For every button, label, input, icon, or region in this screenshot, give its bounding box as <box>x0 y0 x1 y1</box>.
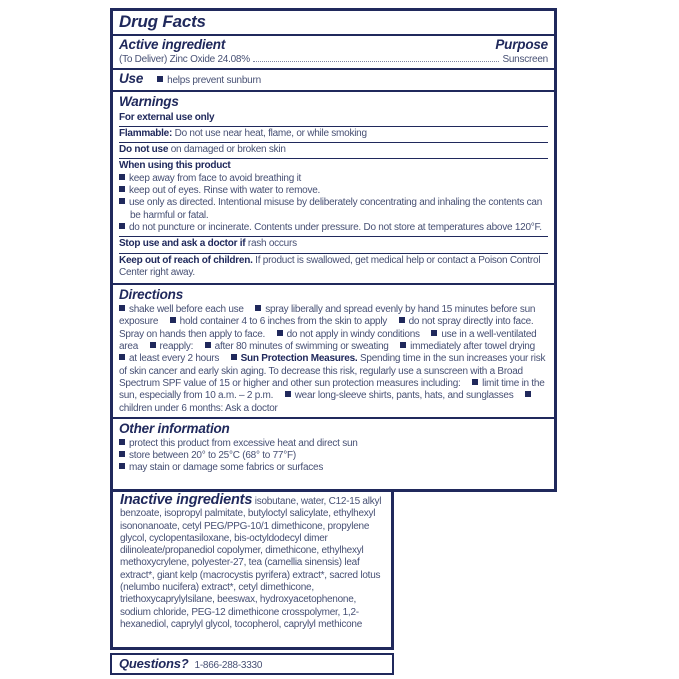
sun-protection-bold: Sun Protection Measures. <box>240 353 358 365</box>
flammable-text: Do not use near heat, flame, or while smoking <box>174 127 367 139</box>
other-information-item-text: protect this product from excessive heat and direct sun <box>129 437 358 449</box>
direction-item-text: children under 6 months: Ask a doctor <box>119 402 278 414</box>
direction-item <box>119 304 244 315</box>
bullet-icon <box>231 354 237 360</box>
bullet-icon <box>119 451 125 457</box>
direction-item-text: do not spray directly into face. Spray on hands then apply to face. <box>119 316 534 340</box>
other-information-heading-row <box>119 420 548 438</box>
inactive-ingredients-block <box>113 492 391 633</box>
do-not-use-bold: Do not use <box>119 144 169 156</box>
other-information-item <box>119 462 548 474</box>
direction-item <box>277 329 420 340</box>
other-information-heading: Other information <box>119 420 230 436</box>
inactive-ingredients-heading: Inactive ingredients <box>120 492 253 508</box>
bullet-icon <box>119 439 125 445</box>
bullet-icon <box>277 330 283 336</box>
warning-stop-use <box>119 236 548 252</box>
when-using-item <box>119 222 548 234</box>
when-using-item <box>119 197 548 222</box>
external-use-text: For external use only <box>119 111 215 123</box>
flammable-bold: Flammable: <box>119 127 173 139</box>
questions-heading: Questions? <box>119 656 189 671</box>
direction-item-text: spray liberally and spread evenly by hand 15 minutes before sun exposure <box>119 304 536 328</box>
bullet-icon <box>119 174 125 180</box>
direction-item <box>150 341 194 352</box>
direction-item-text: reapply: <box>159 341 194 353</box>
direction-item <box>400 341 535 352</box>
use-item-text: helps prevent sunburn <box>167 75 261 87</box>
questions-phone: 1-866-288-3330 <box>194 660 263 671</box>
when-using-item-text: do not puncture or incinerate. Contents under pressure. Do not store at temperatures above 120°F. <box>129 221 542 233</box>
bullet-icon <box>205 342 211 348</box>
bullet-icon <box>119 463 125 469</box>
inactive-ingredients-text: isobutane, water, C12-15 alkyl benzoate, isopropyl palmitate, butyloctyl salicylate, ethylhexyl isononanoate, cetyl PEG/PPG-10/1 dimethicone, propylene glycol, cyclopentasiloxane, bis-octyldodecyl dimer dilinoleate/propanediol copolymer, dimethicone, ethylhexyl methoxycrylene, polyester-27, tea (camellia sinensis) leaf extract*, giant kelp (macrocystis pyrifera) extract*, sacred lotus (nelumbo nucifera) extract*, cetyl dimethicone, triethoxycaprylylsilane, beeswax, hydroxyacetophenone, sodium chloride, PEG-12 dimethicone crosspolymer, 1,2-hexanediol, caprylyl glycol, tocopherol, caprylyl methicone <box>120 496 382 630</box>
other-information-item <box>119 450 548 462</box>
bullet-icon <box>119 305 125 311</box>
keep-out-text: If product is swallowed, get medical help or contact a Poison Control Center right away. <box>119 254 541 278</box>
other-information-item <box>119 438 548 450</box>
when-using-heading: When using this product <box>119 160 231 172</box>
direction-item-text: at least every 2 hours <box>129 353 220 365</box>
purpose-heading: Purpose <box>495 37 548 52</box>
bullet-icon <box>472 379 478 385</box>
direction-item <box>170 316 387 327</box>
when-using-item <box>119 185 548 197</box>
direction-item <box>285 390 514 401</box>
direction-item <box>119 353 219 364</box>
section-other-information <box>113 417 554 477</box>
use-heading: Use <box>119 71 144 87</box>
bullet-icon <box>525 391 531 397</box>
drug-facts-title-row <box>113 11 554 34</box>
active-ingredient-value-row <box>119 52 548 66</box>
direction-item-text: immediately after towel drying <box>410 341 535 353</box>
questions-panel <box>110 653 394 675</box>
bullet-icon <box>400 342 406 348</box>
use-item <box>157 75 261 87</box>
purpose-value: Sunscreen <box>502 54 548 65</box>
inactive-ingredients-panel <box>110 489 394 650</box>
dotted-leader <box>253 52 500 62</box>
directions-text <box>119 304 548 415</box>
stop-use-bold: Stop use and ask a doctor if <box>119 238 246 250</box>
direction-item-text: shake well before each use <box>129 304 244 316</box>
drug-facts-title: Drug Facts <box>119 12 206 31</box>
direction-item-text: use in a well-ventilated area <box>119 328 537 353</box>
section-warnings <box>113 90 554 284</box>
warning-do-not-use <box>119 142 548 158</box>
direction-item-text: after 80 minutes of swimming or sweating <box>214 341 389 353</box>
stop-use-text: rash occurs <box>247 238 297 250</box>
other-information-item-text: may stain or damage some fabrics or surfaces <box>129 462 324 474</box>
direction-item <box>205 341 389 352</box>
warning-keep-out <box>119 253 548 282</box>
bullet-icon <box>255 305 261 311</box>
when-using-item-text: use only as directed. Intentional misuse by deliberately concentrating and inhaling the contents can be harmful or fatal. <box>129 197 543 221</box>
warning-when-using <box>119 158 548 236</box>
keep-out-bold: Keep out of reach of children. <box>119 254 253 266</box>
active-ingredient-header-row <box>119 37 548 52</box>
bullet-icon <box>119 186 125 192</box>
direction-item-text: limit time in the sun, especially from 10 a.m. – 2 p.m. <box>119 377 545 402</box>
when-using-item-text: keep out of eyes. Rinse with water to remove. <box>129 185 321 197</box>
when-using-item-text: keep away from face to avoid breathing it <box>129 172 302 184</box>
direction-item-text: wear long-sleeve shirts, pants, hats, and sunglasses <box>294 390 514 402</box>
drug-facts-panel <box>110 8 557 492</box>
warning-external-use <box>119 111 548 126</box>
warnings-heading-row <box>119 93 548 111</box>
other-information-item-text: store between 20° to 25°C (68° to 77°F) <box>129 450 296 462</box>
sun-protection-text: Spending time in the sun increases your risk of skin cancer and early skin aging. To decrease this risk, regularly use a sunscreen with a Broad Spectrum SPF value of 15 or higher and other sun protection measures including: <box>119 353 546 389</box>
bullet-icon <box>150 342 156 348</box>
section-active-ingredient <box>113 34 554 68</box>
section-use <box>113 68 554 89</box>
warning-flammable <box>119 126 548 142</box>
section-directions <box>113 283 554 417</box>
when-using-item <box>119 173 548 185</box>
direction-item-text: do not apply in windy conditions <box>286 328 420 340</box>
directions-heading-row <box>119 286 548 304</box>
directions-heading: Directions <box>119 287 184 303</box>
bullet-icon <box>399 317 405 323</box>
bullet-icon <box>119 198 125 204</box>
active-ingredient-value: (To Deliver) Zinc Oxide 24.08% <box>119 54 250 65</box>
use-row <box>119 71 548 87</box>
warnings-heading: Warnings <box>119 93 179 109</box>
bullet-icon <box>119 223 125 229</box>
bullet-icon <box>431 330 437 336</box>
bullet-icon <box>285 391 291 397</box>
direction-item-text: hold container 4 to 6 inches from the skin to apply <box>179 316 388 328</box>
bullet-icon <box>170 317 176 323</box>
bullet-icon <box>119 354 125 360</box>
do-not-use-text: on damaged or broken skin <box>170 144 286 156</box>
bullet-icon <box>157 76 163 82</box>
active-ingredient-heading: Active ingredient <box>119 37 226 52</box>
questions-row <box>112 655 392 673</box>
